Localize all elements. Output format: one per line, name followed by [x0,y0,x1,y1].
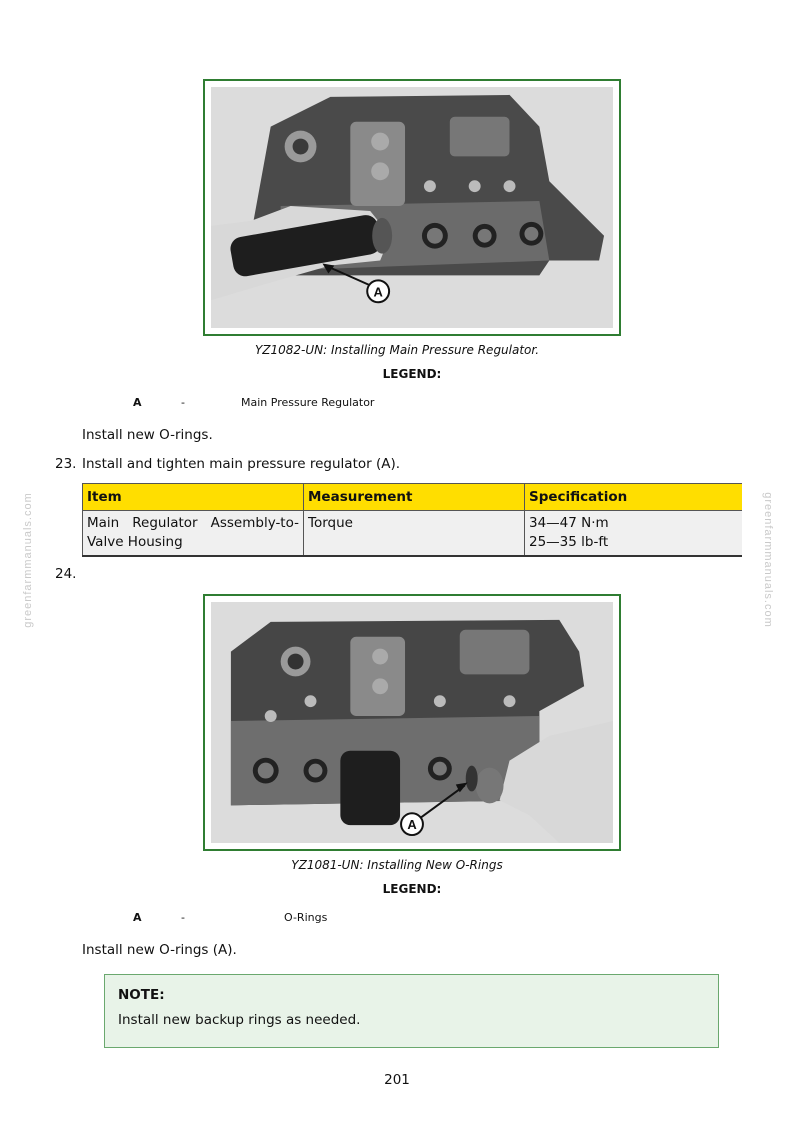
note-box [104,974,719,1048]
cell-item: Main Regulator Assembly-to-Valve Housing [83,511,304,557]
figure1-legend-title: LEGEND: [382,367,442,381]
spec-imperial: 25—35 lb-ft [529,534,609,550]
column-header-item: Item [83,484,304,511]
spec-metric: 34—47 N·m [529,515,609,531]
legend-letter: A [133,911,142,924]
step-24-number: 24. [55,566,77,582]
specification-table [82,483,742,557]
photo-main-pressure-regulator [211,87,613,328]
table-row [83,511,743,557]
column-header-specification: Specification [525,484,743,511]
figure-new-o-rings [203,594,621,851]
note-title: NOTE: [118,987,165,1003]
legend-letter: A [133,396,142,409]
figure2-legend-title: LEGEND: [382,882,442,896]
cell-measurement: Torque [304,511,525,557]
figure-main-pressure-regulator [203,79,621,336]
callout-a: A [407,817,417,833]
column-header-measurement: Measurement [304,484,525,511]
step-23-number: 23. [55,456,77,472]
cell-specification [525,511,743,557]
watermark-right: greenfarmmanuals.com [762,492,774,628]
figure1-caption: YZ1082-UN: Installing Main Pressure Regulator. [254,343,540,357]
legend-text: Main Pressure Regulator [241,396,375,409]
note-text: Install new backup rings as needed. [118,1012,361,1028]
legend-dash: - [181,396,185,409]
table-header-row [83,484,743,511]
page-number: 201 [384,1072,410,1088]
legend-text: O-Rings [284,911,328,924]
paragraph-install-o-rings-a: Install new O-rings (A). [82,942,237,958]
legend-dash: - [181,911,185,924]
step-23-text: Install and tighten main pressure regulator (A). [82,456,401,472]
photo-new-o-rings [211,602,613,843]
callout-a: A [373,284,383,300]
watermark-left: greenfarmmanuals.com [22,492,34,628]
paragraph-install-o-rings: Install new O-rings. [82,427,213,443]
figure2-caption: YZ1081-UN: Installing New O-Rings [291,858,503,872]
